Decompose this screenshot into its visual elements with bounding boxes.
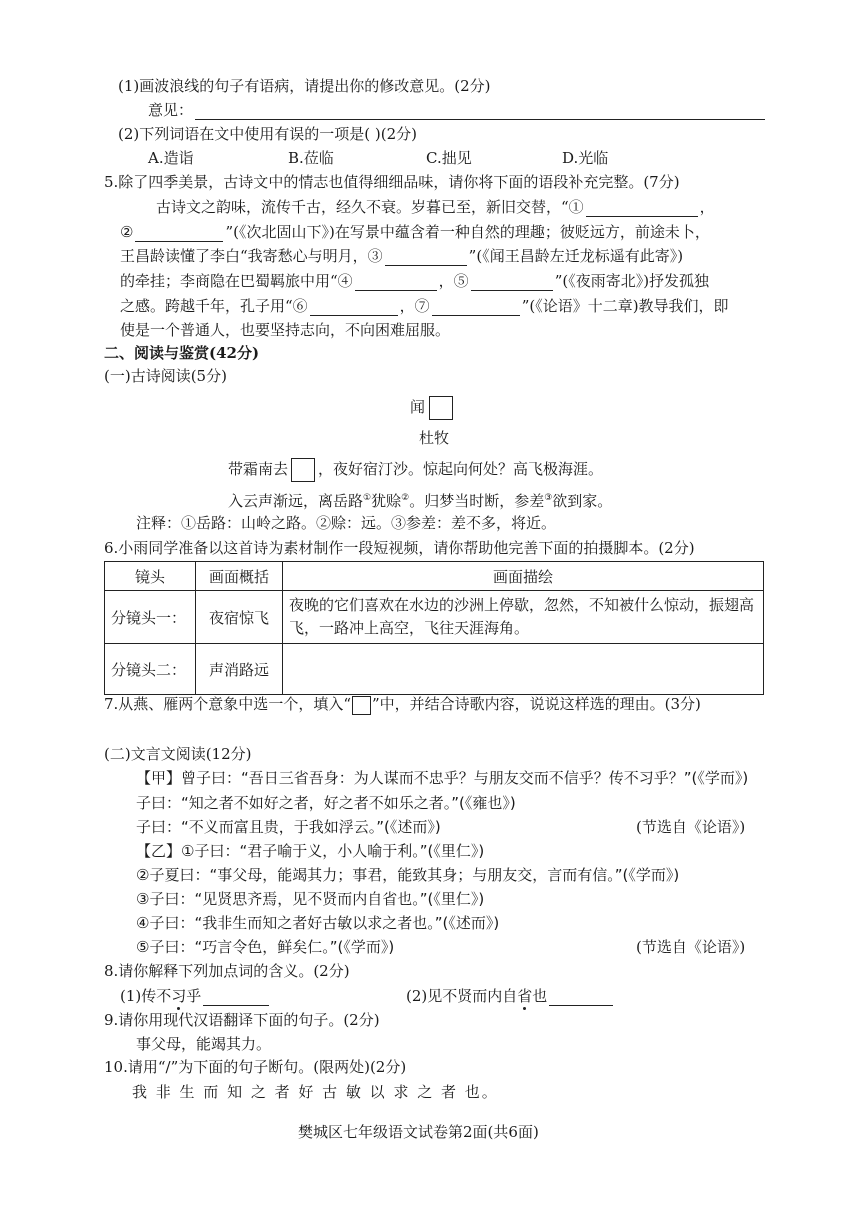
q4-sub1: (1)画波浪线的句子有语病，请提出你的修改意见。(2分) <box>118 77 491 95</box>
poem-line-blank-box[interactable] <box>291 458 315 482</box>
q4-opinion-line <box>148 100 767 120</box>
q5-title: 5.除了四季美景，古诗文中的情志也值得细细品味，请你将下面的语段补充完整。(7分) <box>104 173 680 191</box>
yi-line-5: ⑤子曰：“巧言令色，鲜矣仁。”(《学而》) <box>136 938 395 956</box>
yi-line-3: ③子曰：“见贤思齐焉，见不贤而内自省也。”(《里仁》) <box>136 890 485 908</box>
q4-option-d: D.光临 <box>562 149 609 167</box>
q5-blank-2[interactable] <box>135 226 223 242</box>
section2-title: 二、阅读与鉴赏(42分) <box>104 344 260 362</box>
q5-line6: 使是一个普通人，也要坚持志向，不向困难屈服。 <box>120 321 451 339</box>
desc-cell: 夜晚的它们喜欢在水边的沙洲上停歇，忽然，不知被什么惊动，振翅高飞，一路冲上高空，飞往天涯海角。 <box>283 591 764 644</box>
jia-line-3: 子曰：“不义而富且贵，于我如浮云。”(《述而》) <box>136 818 441 836</box>
yi-line-1: 【乙】①子曰：“君子喻于义，小人喻于利。”(《里仁》) <box>136 842 485 860</box>
table-header: 画面概括 <box>196 562 283 591</box>
page-footer: 樊城区七年级语文试卷第2面(共6面) <box>298 1123 539 1141</box>
part2-title: (二)文言文阅读(12分) <box>104 745 252 763</box>
q5-blank-5[interactable] <box>471 275 553 291</box>
shot-cell: 分镜头二： <box>105 644 196 695</box>
yi-line-4: ④子曰：“我非生而知之者好古敏以求之者也。”(《述而》) <box>136 914 500 932</box>
q8-item-2: (2)见不贤而内自省也 <box>406 986 615 1006</box>
q5-blank-3[interactable] <box>385 250 467 266</box>
summary-cell: 声消路远 <box>196 644 283 695</box>
poem-title: 闻 <box>410 394 453 420</box>
q4-option-c: C.拙见 <box>426 149 472 167</box>
q4-opinion-label: 意见： <box>148 101 194 119</box>
q4-option-b: B.莅临 <box>288 149 334 167</box>
q5-line4: 的牵挂；李商隐在巴蜀羁旅中用“④ ，⑤ ”(《夜雨寄北》)抒发孤独 <box>120 272 710 290</box>
yi-source: (节选自《论语》) <box>636 938 746 956</box>
table-header: 画面描绘 <box>283 562 764 591</box>
table-header: 镜头 <box>105 562 196 591</box>
q5-line1: 古诗文之韵味，流传千古，经久不衰。岁暮已至，新旧交替，“① ， <box>156 198 715 216</box>
table-row <box>105 591 764 644</box>
q10-sentence: 我 非 生 而 知 之 者 好 古 敏 以 求 之 者 也。 <box>132 1083 499 1101</box>
q5-blank-7[interactable] <box>432 300 520 316</box>
storyboard-table <box>104 561 764 695</box>
jia-line-2: 子曰：“知之者不如好之者，好之者不如乐之者。”(《雍也》) <box>136 794 516 812</box>
q7-line: 7.从燕、雁两个意象中选一个，填入“ ”中，并结合诗歌内容，说说这样选的理由。(3分) <box>104 695 701 713</box>
q6-title: 6.小雨同学准备以这首诗为素材制作一段短视频，请你帮助他完善下面的拍摄脚本。(2分) <box>104 539 695 557</box>
q7-box <box>352 696 371 715</box>
q5-line2: ② ”(《次北固山下》)在写景中蕴含着一种自然的理趣；彼贬远方，前途未卜， <box>120 223 710 241</box>
q5-blank-6[interactable] <box>310 300 398 316</box>
part1-title: (一)古诗阅读(5分) <box>104 367 227 385</box>
desc-answer-cell[interactable] <box>283 644 764 695</box>
poem-line-2: 入云声渐远，离岳路①犹赊②。归梦当时断，参差③欲到家。 <box>228 492 613 510</box>
q9-sentence: 事父母，能竭其力。 <box>136 1035 272 1053</box>
jia-line-1: 【甲】曾子曰：“吾日三省吾身：为人谋而不忠乎？与朋友交而不信乎？传不习乎？”(《学而》) <box>136 769 749 787</box>
q10-title: 10.请用“/”为下面的句子断句。(限两处)(2分) <box>104 1058 407 1076</box>
q5-blank-4[interactable] <box>355 275 437 291</box>
q8-blank-1[interactable] <box>203 990 269 1006</box>
q8-blank-2[interactable] <box>549 990 613 1006</box>
q5-blank-1[interactable] <box>586 201 698 217</box>
q8-title: 8.请你解释下列加点词的含义。(2分) <box>104 962 350 980</box>
yi-line-2: ②子夏曰：“事父母，能竭其力；事君，能致其身；与朋友交，言而有信。”(《学而》) <box>136 866 680 884</box>
summary-cell: 夜宿惊飞 <box>196 591 283 644</box>
q9-title: 9.请你用现代汉语翻译下面的句子。(2分) <box>104 1011 380 1029</box>
q4-sub2: (2)下列词语在文中使用有误的一项是( )(2分) <box>118 125 417 143</box>
shot-cell: 分镜头一： <box>105 591 196 644</box>
q5-line5: 之感。跨越千年，孔子用“⑥ ，⑦ ”(《论语》十二章)教导我们，即 <box>120 297 729 315</box>
table-header-row <box>105 562 764 591</box>
poem-line-1: 带霜南去 ，夜好宿汀沙。惊起向何处？高飞极海涯。 <box>228 456 603 482</box>
q4-option-a: A.造诣 <box>148 149 194 167</box>
poem-title-blank-box[interactable] <box>429 396 453 420</box>
poem-author: 杜牧 <box>419 429 450 447</box>
q4-opinion-blank[interactable] <box>195 104 765 120</box>
q8-item-1: (1)传不习乎 <box>120 986 271 1006</box>
jia-source: (节选自《论语》) <box>636 818 746 836</box>
q5-line3: 王昌龄读懂了李白“我寄愁心与明月，③ ”(《闻王昌龄左迁龙标遥有此寄》) <box>120 247 684 265</box>
table-row <box>105 644 764 695</box>
poem-notes: 注释：①岳路：山岭之路。②赊：远。③参差：差不多，将近。 <box>136 514 557 532</box>
